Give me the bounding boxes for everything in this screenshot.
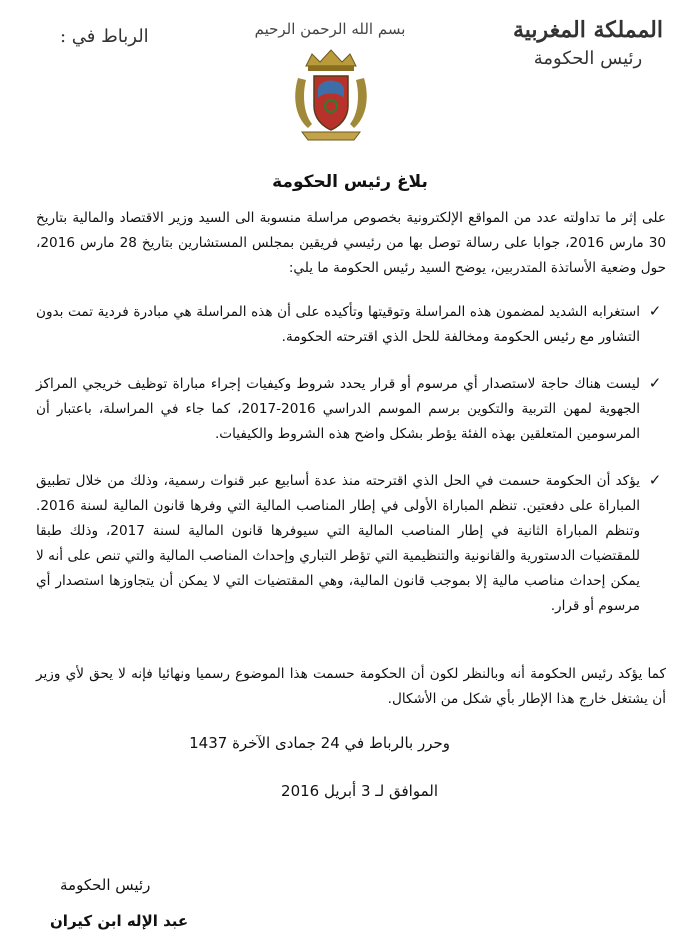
list-item	[36, 469, 666, 619]
gregorian-date: الموافق لـ 3 أبريل 2016	[281, 782, 438, 800]
kingdom-name: المملكة المغربية	[513, 17, 663, 43]
check-icon: ✓	[648, 471, 662, 489]
signature-title: رئيس الحكومة	[60, 876, 151, 894]
check-icon: ✓	[648, 374, 662, 392]
intro-paragraph: على إثر ما تداولته عدد من المواقع الإلكترونية بخصوص مراسلة منسوبة الى السيد وزير الاقتصاد والمالية بتاريخ 30 مارس 2016، جوابا على رسالة توصل بها من رئيسي فريقين بمجلس المستشارين بتاريخ 28 مارس 2016، حول وضعية الأساتذة المتدربين، يوضح السيد رئيس الحكومة ما يلي:	[36, 210, 667, 276]
basmala: بسم الله الرحمن الرحيم	[254, 20, 406, 38]
closing-paragraph: كما يؤكد رئيس الحكومة أنه وبالنظر لكون أن الحكومة حسمت هذا الموضوع رسميا ونهائيا فإنه لا يحق لأي وزير أن يشتغل خارج هذا الإطار بأي شكل من الأشكال.	[36, 666, 666, 707]
document-title: بلاغ رئيس الحكومة	[272, 172, 428, 192]
bullet-text: يؤكد أن الحكومة حسمت في الحل الذي اقترحته منذ عدة أسابيع عبر قنوات رسمية، وذلك من خلال تطبيق المباراة على دفعتين. تنظم المباراة الأولى في إطار المناصب المالية التي وفرها قانون المالية لسنة 2016. وتنظم المباراة الثانية في إطار المناصب المالية التي سيوفرها قانون المالية لسنة 2017، وذلك طبقا للمقتضيات الدستورية والقانونية والتنظيمية التي تؤطر التباري وإحداث المناصب المالية والتي تنص على أنه لا يمكن إحداث مناصب مالية إلا بموجب قانون المالية، وهي المقتضيات التي لا يمكن أن يتجاوزها استصدار أي مرسوم أو قرار.	[36, 473, 641, 614]
coat-of-arms-icon	[292, 48, 370, 144]
hijri-date: وحرر بالرباط في 24 جمادى الآخرة 1437	[189, 734, 450, 752]
letterhead	[508, 14, 668, 72]
list-item	[36, 300, 666, 350]
list-item	[36, 372, 666, 447]
signature-name: عبد الإله ابن كيران	[50, 912, 189, 930]
bullet-text: ليست هناك حاجة لاستصدار أي مرسوم أو قرار يحدد شروط وكيفيات إجراء مباراة توظيف خريجي المراكز الجهوية لمهن التربية والتكوين برسم الموسم الدراسي 2016-2017، كما جاء في المراسلة، باعتبار أن المرسومين المتعلقين بهذه الفئة يؤطر بشكل واضح هذه الشروط والكيفيات.	[36, 376, 640, 442]
place-date-label: الرباط في :	[60, 26, 149, 47]
bullet-list	[36, 300, 666, 641]
office-name: رئيس الحكومة	[533, 48, 643, 69]
bullet-text: استغرابه الشديد لمضمون هذه المراسلة وتوقيتها وتأكيده على أن هذه المراسلة هي مبادرة فردية تمت بدون التشاور مع رئيس الحكومة ومخالفة للحل الذي اقترحته الحكومة.	[36, 304, 640, 345]
check-icon: ✓	[648, 302, 662, 320]
